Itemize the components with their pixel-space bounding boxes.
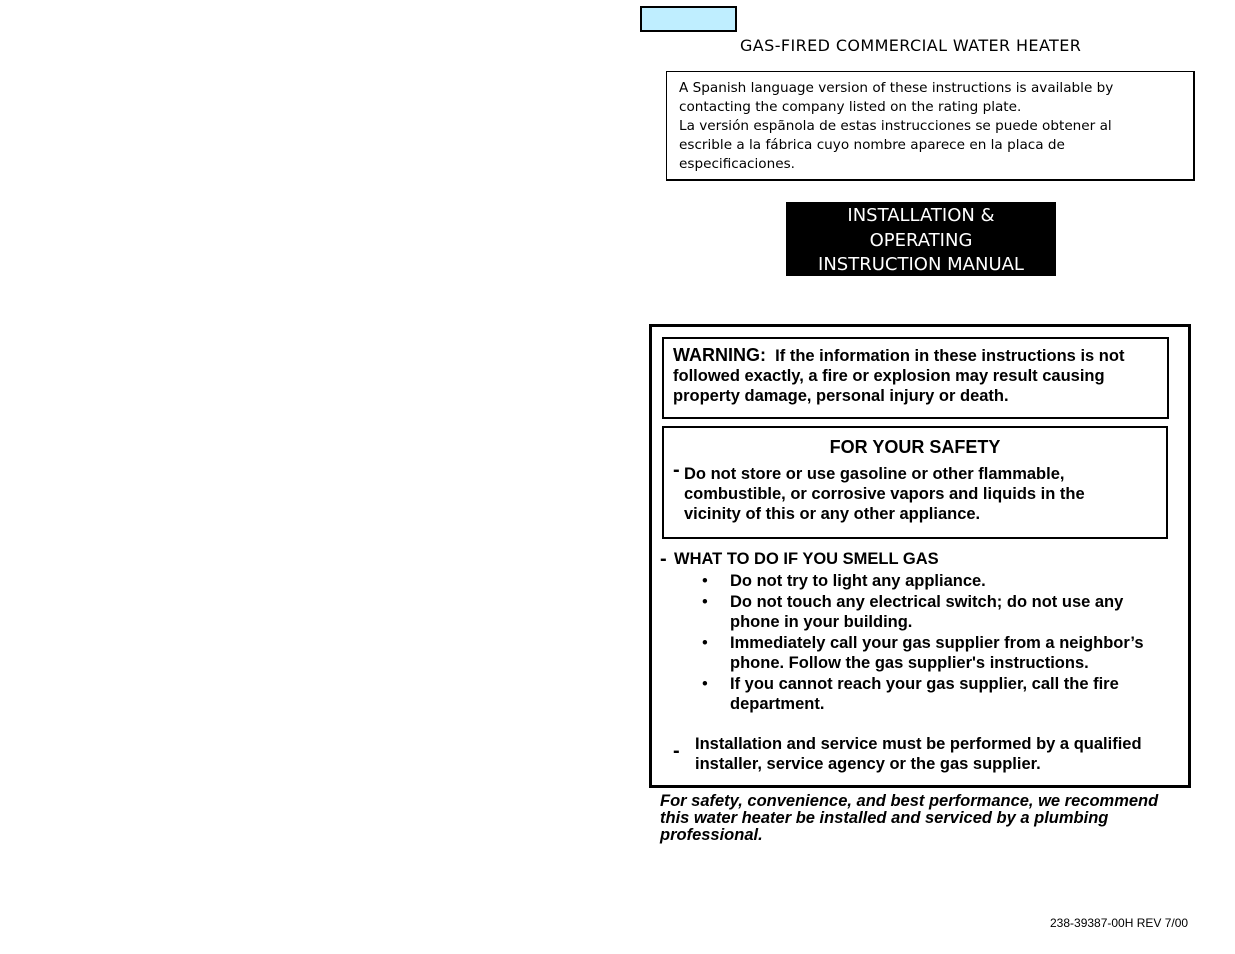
language-notice-box — [666, 71, 1195, 181]
document-number: 238-39387-00H REV 7/00 — [1050, 916, 1189, 930]
list-item — [700, 633, 1144, 673]
recommendation-line: For safety, convenience, and best performance, we recommend — [660, 792, 1159, 810]
list-item — [700, 571, 1144, 591]
installation-line: installer, service agency or the gas supplier. — [695, 755, 1041, 773]
smell-gas-list — [700, 571, 1144, 715]
safety-box — [662, 426, 1168, 539]
installation-notice — [695, 734, 1142, 774]
language-notice-line: La versión espãnola de estas instrucciones se puede obtener al — [679, 118, 1112, 134]
recommendation-text — [660, 793, 1158, 844]
document-title: GAS-FIRED COMMERCIAL WATER HEATER — [740, 36, 1082, 55]
bullet-icon: • — [702, 675, 708, 693]
list-item — [700, 592, 1144, 632]
safety-title: FOR YOUR SAFETY — [829, 437, 1001, 457]
bullet-icon: • — [702, 593, 708, 611]
manual-title-line: OPERATING — [869, 229, 973, 251]
list-item-line: Immediately call your gas supplier from a neighbor’s — [730, 634, 1144, 652]
language-notice-line: especificaciones. — [679, 156, 796, 172]
warning-line: property damage, personal injury or death. — [673, 387, 1009, 405]
safety-line: combustible, or corrosive vapors and liquids in the — [684, 485, 1085, 503]
smell-gas-heading: WHAT TO DO IF YOU SMELL GAS — [674, 550, 939, 568]
list-item-line: phone. Follow the gas supplier's instructions. — [730, 654, 1089, 672]
dash-marker: - — [660, 548, 667, 570]
safety-line: vicinity of this or any other appliance. — [684, 505, 981, 523]
recommendation-line: professional. — [660, 826, 763, 844]
language-notice-line: A Spanish language version of these instructions is available by — [679, 80, 1114, 96]
blank-label-box — [640, 6, 737, 32]
list-item-line: phone in your building. — [730, 613, 913, 631]
warning-line: If the information in these instructions is not — [775, 347, 1125, 365]
safety-line: Do not store or use gasoline or other flammable, — [684, 465, 1065, 483]
installation-line: Installation and service must be performed by a qualified — [695, 735, 1142, 753]
list-item-line: If you cannot reach your gas supplier, call the fire — [730, 675, 1119, 693]
language-notice-line: contacting the company listed on the rating plate. — [679, 99, 1022, 115]
bullet-icon: • — [702, 634, 708, 652]
list-item-line: Do not try to light any appliance. — [730, 572, 986, 590]
manual-title-line: INSTALLATION & — [847, 205, 995, 226]
dash-marker: - — [673, 459, 680, 481]
list-item-line: Do not touch any electrical switch; do not use any — [730, 593, 1124, 611]
manual-title-line: INSTRUCTION MANUAL — [818, 254, 1024, 275]
list-item-line: department. — [730, 695, 825, 713]
language-notice-line: escrible a la fábrica cuyo nombre aparece en la placa de — [679, 137, 1065, 153]
bullet-icon: • — [702, 572, 708, 590]
list-item — [700, 674, 1144, 714]
warning-label: WARNING: — [673, 345, 766, 365]
warning-line: followed exactly, a fire or explosion may result causing — [673, 367, 1105, 385]
warning-box — [662, 337, 1169, 419]
recommendation-line: this water heater be installed and serviced by a plumbing — [660, 809, 1109, 827]
dash-marker: - — [673, 740, 680, 762]
manual-title-banner — [786, 202, 1056, 276]
